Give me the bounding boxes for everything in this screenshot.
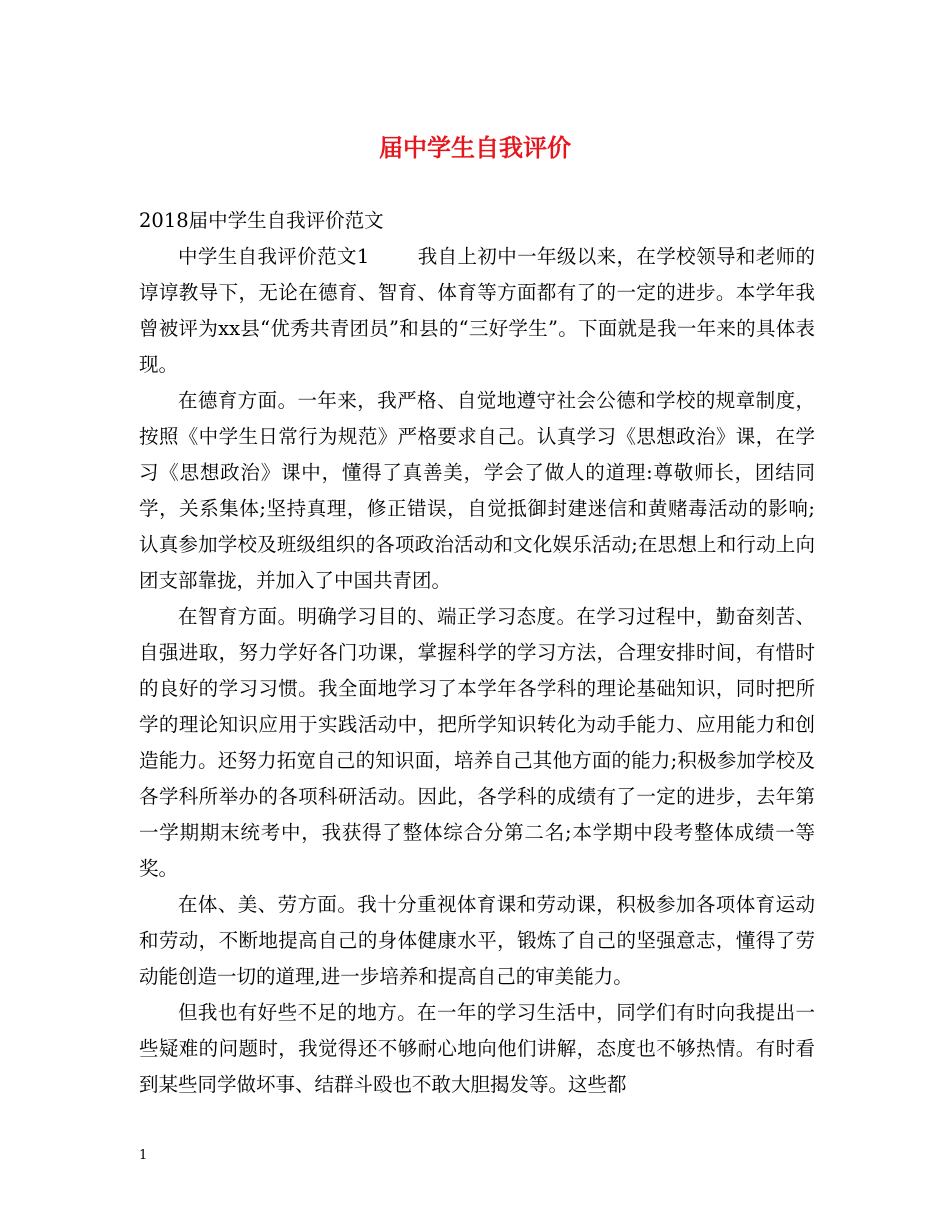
paragraph-physical: 在体、美、劳方面。我十分重视体育课和劳动课，积极参加各项体育运动和劳动，不断地提高自己的身体健康水平，锻炼了自己的坚强意志，懂得了劳动能创造一切的道理,进一步培养和提高自己的审美能力。 bbox=[139, 893, 815, 988]
paragraph-intro-lead: 中学生自我评价范文1 bbox=[178, 245, 370, 268]
paragraph-intellectual: 在智育方面。明确学习目的、端正学习态度。在学习过程中，勤奋刻苦、自强进取，努力学好各门功课，掌握科学的学习方法，合理安排时间，有惜时的良好的学习习惯。我全面地学习了本学年各学科的理论基础知识，同时把所学的理论知识应用于实践活动中，把所学知识转化为动手能力、应用能力和创造能力。还努力拓宽自己的知识面，培养自己其他方面的能力;积极参加学校及各学科所举办的各项科研活动。因此，各学科的成绩有了一定的进步，去年第一学期期末统考中，我获得了整体综合分第二名;本学期中段考整体成绩一等奖。 bbox=[139, 605, 815, 880]
document-title: 届中学生自我评价 bbox=[379, 133, 571, 162]
document-body bbox=[139, 203, 815, 1103]
paragraph-intro-text: 我自上初中一年级以来，在学校领导和老师的谆谆教导下，无论在德育、智育、体育等方面都有了的一定的进步。本学年我曾被评为xx县“优秀共青团员”和县的“三好学生”。下面就是我一年来的具体表现。 bbox=[139, 245, 815, 376]
document-subtitle: 2018届中学生自我评价范文 bbox=[139, 209, 384, 232]
paragraph-intro bbox=[139, 239, 815, 383]
page-number: 1 bbox=[139, 1148, 148, 1163]
paragraph-moral: 在德育方面。一年来，我严格、自觉地遵守社会公德和学校的规章制度，按照《中学生日常行为规范》严格要求自己。认真学习《思想政治》课，在学习《思想政治》课中，懂得了真善美，学会了做人的道理:尊敬师长，团结同学，关系集体;坚持真理，修正错误，自觉抵御封建迷信和黄赌毒活动的影响;认真参加学校及班级组织的各项政治活动和文化娱乐活动;在思想上和行动上向团支部靠拢，并加入了中国共青团。 bbox=[139, 389, 815, 592]
paragraph-shortcomings: 但我也有好些不足的地方。在一年的学习生活中，同学们有时向我提出一些疑难的问题时，我觉得还不够耐心地向他们讲解，态度也不够热情。有时看到某些同学做坏事、结群斗殴也不敢大胆揭发等。这些都 bbox=[139, 1001, 815, 1096]
